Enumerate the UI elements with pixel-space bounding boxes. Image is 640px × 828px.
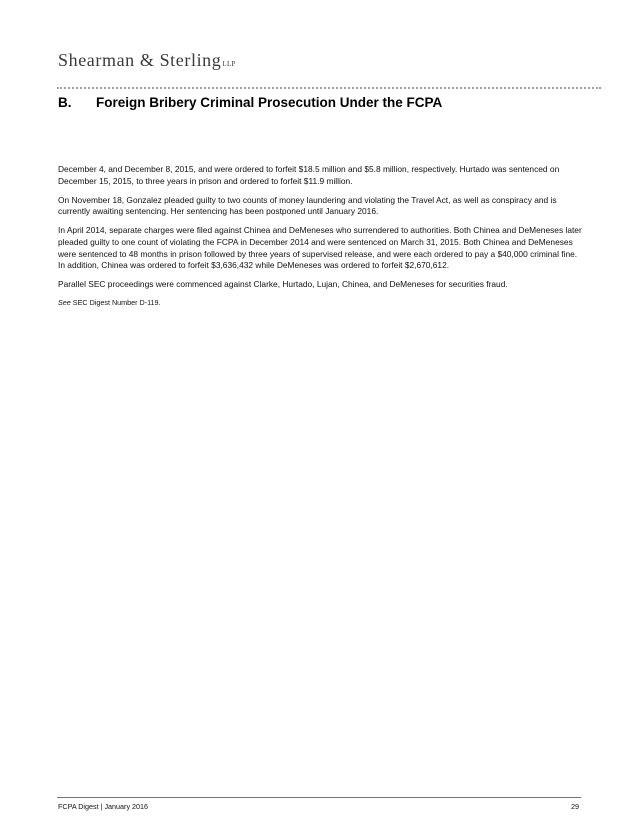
see-reference-text: SEC Digest Number D-119. [70, 298, 161, 308]
paragraph-gonzalez: On November 18, Gonzalez pleaded guilty to two counts of money laundering and violating the Travel Act, as well as conspiracy and is currently awaiting sentencing. Her sentencing has been postponed until January 2016. [58, 194, 557, 217]
firm-name: Shearman & Sterling [58, 50, 222, 70]
paragraph-sec-proceedings: Parallel SEC proceedings were commenced against Clarke, Hurtado, Lujan, Chinea, and DeMeneses for securities fraud. [58, 279, 508, 290]
body-text [58, 164, 586, 316]
footer-divider [57, 797, 581, 798]
firm-suffix: LLP [222, 60, 236, 68]
paragraph-chinea-demeneses: In April 2014, separate charges were filed against Chinea and DeMeneses who surrendered to authorities. Both Chinea and DeMeneses later pleaded guilty to one count of violating the FCPA in December 2014 and were sentenced on March 31, 2015. Both Chinea and DeMeneses were sentenced to 48 months in prison followed by three years of supervised release, and were each ordered to pay a $40,000 criminal fine. In addition, Chinea was ordered to forfeit $3,636,432 while DeMeneses was ordered to forfeit $2,670,612. [58, 225, 582, 271]
section-number: B. [58, 95, 72, 110]
see-reference [58, 298, 586, 308]
page-number: 29 [571, 802, 579, 811]
header-divider [57, 87, 601, 89]
section-title: Foreign Bribery Criminal Prosecution Under the FCPA [96, 95, 443, 110]
footer-publication: FCPA Digest | January 2016 [58, 802, 149, 811]
paragraph-sentencing: December 4, and December 8, 2015, and were ordered to forfeit $18.5 million and $5.8 million, respectively. Hurtado was sentenced on December 15, 2015, to three years in prison and ordered to forfeit $11.9 million. [58, 164, 560, 186]
section-heading [58, 95, 442, 110]
see-word: See [58, 298, 71, 308]
firm-logo [58, 50, 236, 71]
